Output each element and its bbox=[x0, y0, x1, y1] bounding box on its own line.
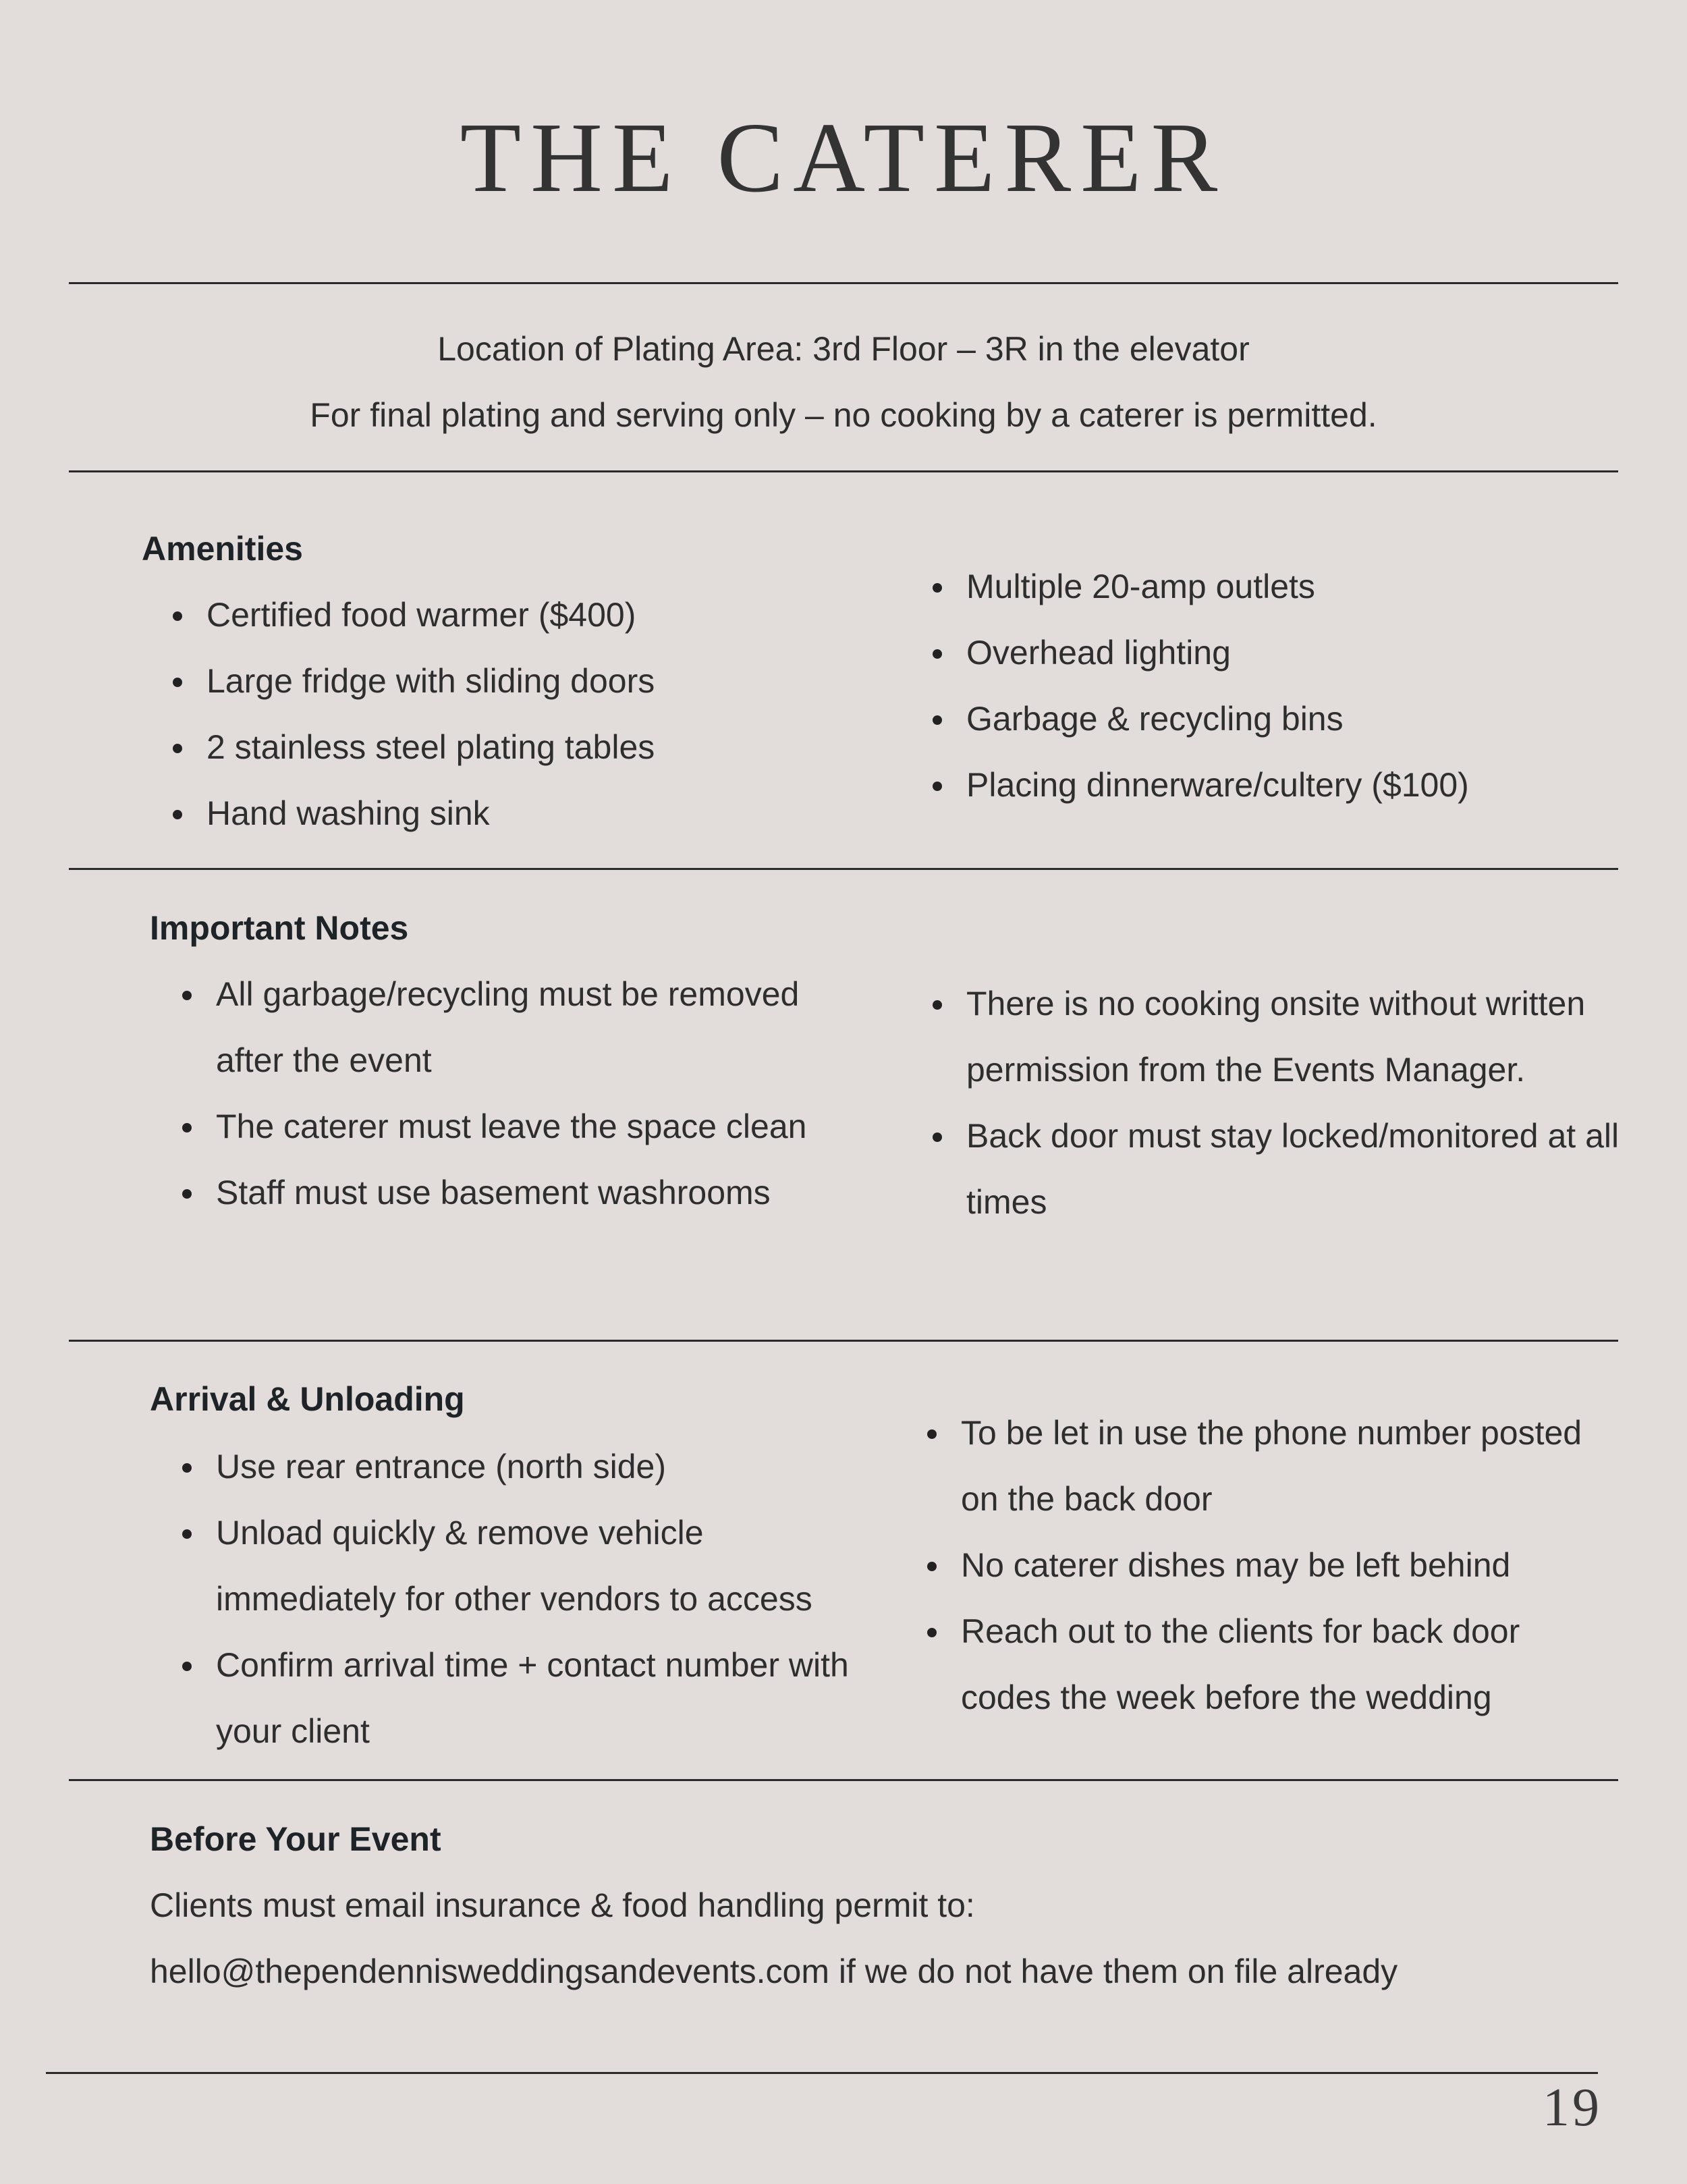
list-item: There is no cooking onsite without written permission from the Events Manager. bbox=[919, 971, 1621, 1103]
list-item: Hand washing sink bbox=[159, 780, 861, 846]
arrival-list-left bbox=[169, 1434, 884, 1764]
notes-list-left bbox=[169, 961, 870, 1226]
arrival-heading: Arrival & Unloading bbox=[150, 1380, 465, 1418]
before-heading: Before Your Event bbox=[150, 1820, 441, 1858]
list-item: Use rear entrance (north side) bbox=[169, 1434, 884, 1500]
before-text bbox=[150, 1872, 1634, 2004]
amenities-list-right bbox=[919, 553, 1628, 818]
divider-intro bbox=[69, 470, 1618, 472]
list-item: Overhead lighting bbox=[919, 620, 1628, 686]
list-item: The caterer must leave the space clean bbox=[169, 1093, 870, 1159]
plating-location-text: Location of Plating Area: 3rd Floor – 3R in the elevator bbox=[437, 330, 1250, 368]
before-line-2: hello@thependennisweddingsandevents.com if we do not have them on file already bbox=[150, 1953, 1398, 1990]
list-item: Garbage & recycling bins bbox=[919, 686, 1628, 752]
amenities-list-left bbox=[159, 582, 861, 846]
page-title: THE CATERER bbox=[460, 103, 1227, 213]
list-item: To be let in use the phone number posted on the back door bbox=[914, 1400, 1595, 1532]
list-item: No caterer dishes may be left behind bbox=[914, 1532, 1595, 1598]
list-item: Staff must use basement washrooms bbox=[169, 1159, 870, 1226]
list-item: Large fridge with sliding doors bbox=[159, 648, 861, 714]
list-item: Back door must stay locked/monitored at all times bbox=[919, 1103, 1621, 1235]
intro-block bbox=[0, 316, 1687, 448]
list-item: Unload quickly & remove vehicle immediately for other vendors to access bbox=[169, 1500, 884, 1632]
divider-footer bbox=[46, 2072, 1598, 2074]
before-line-1: Clients must email insurance & food handling permit to: bbox=[150, 1886, 975, 1924]
divider-top bbox=[69, 282, 1618, 284]
list-item: 2 stainless steel plating tables bbox=[159, 714, 861, 780]
list-item: Multiple 20-amp outlets bbox=[919, 553, 1628, 620]
divider-amenities bbox=[69, 868, 1618, 870]
page-number: 19 bbox=[1543, 2078, 1602, 2137]
notes-list-right bbox=[919, 971, 1621, 1235]
arrival-list-right bbox=[914, 1400, 1595, 1730]
notes-heading: Important Notes bbox=[150, 909, 409, 947]
amenities-heading: Amenities bbox=[142, 530, 303, 568]
list-item: All garbage/recycling must be removed after the event bbox=[169, 961, 870, 1093]
list-item: Reach out to the clients for back door codes the week before the wedding bbox=[914, 1598, 1595, 1730]
list-item: Certified food warmer ($400) bbox=[159, 582, 861, 648]
divider-arrival bbox=[69, 1779, 1618, 1781]
list-item: Confirm arrival time + contact number with your client bbox=[169, 1632, 884, 1764]
divider-notes bbox=[69, 1340, 1618, 1342]
list-item: Placing dinnerware/cultery ($100) bbox=[919, 752, 1628, 818]
plating-policy-text: For final plating and serving only – no cooking by a caterer is permitted. bbox=[310, 396, 1377, 434]
